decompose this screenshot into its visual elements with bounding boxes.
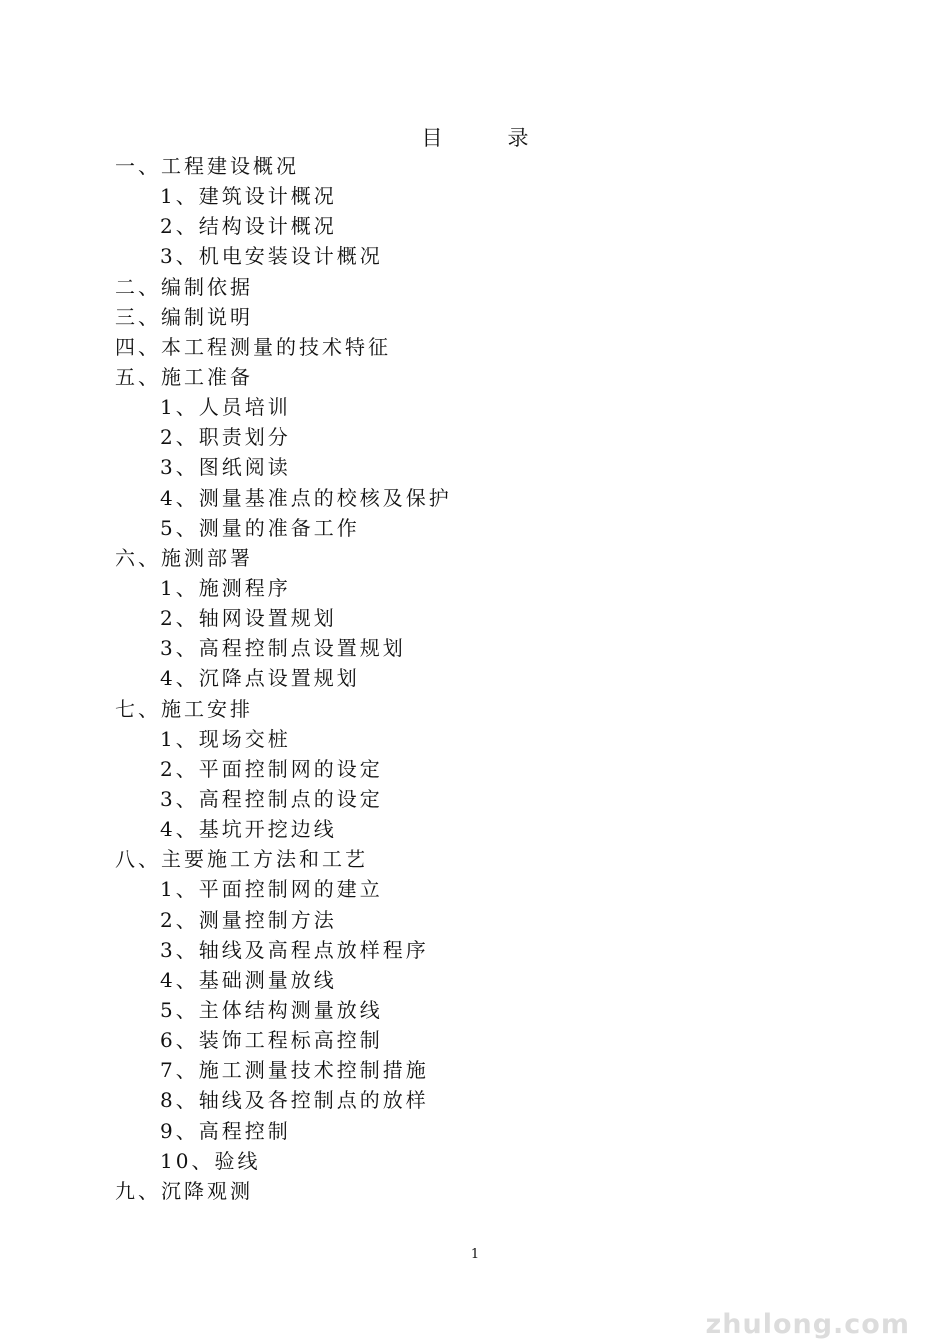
toc-subsection-entry: 3、机电安装设计概况 [160,244,383,269]
watermark-logo: zhulong.com [705,1309,910,1340]
toc-subsection-entry: 4、沉降点设置规划 [160,666,360,691]
toc-subsection-entry: 6、装饰工程标高控制 [160,1028,383,1053]
toc-subsection-entry: 10、验线 [160,1148,261,1173]
toc-subsection-entry: 9、高程控制 [160,1118,291,1143]
toc-subsection-entry: 2、平面控制网的设定 [160,756,383,781]
table-of-contents [0,151,950,1206]
toc-subsection-entry: 4、基坑开挖边线 [160,817,337,842]
toc-subsection-entry: 2、轴网设置规划 [160,606,337,631]
toc-subsection-entry: 5、主体结构测量放线 [160,997,383,1022]
page-number: 1 [470,1247,480,1262]
toc-subsection-entry: 2、结构设计概况 [160,214,337,239]
toc-subsection-entry: 8、轴线及各控制点的放样 [160,1088,429,1113]
toc-subsection-entry: 1、现场交桩 [160,726,291,751]
toc-subsection-entry: 1、人员培训 [160,395,291,420]
toc-subsection-entry: 7、施工测量技术控制措施 [160,1058,429,1083]
toc-subsection-entry: 1、平面控制网的建立 [160,877,383,902]
toc-section-entry: 三、编制说明 [115,304,253,329]
toc-section-entry: 六、施测部署 [115,545,253,570]
toc-section-entry: 一、工程建设概况 [115,154,299,178]
toc-section-entry: 五、施工准备 [115,364,253,389]
page-title: 目 录 [421,126,551,150]
toc-subsection-entry: 4、基础测量放线 [160,967,337,992]
toc-section-entry: 九、沉降观测 [115,1178,253,1203]
toc-subsection-entry: 3、高程控制点的设定 [160,786,383,811]
toc-subsection-entry: 5、测量的准备工作 [160,515,360,540]
toc-section-entry: 四、本工程测量的技术特征 [115,334,391,359]
toc-section-entry: 七、施工安排 [115,696,253,721]
toc-section-entry: 二、编制依据 [115,274,253,299]
toc-subsection-entry: 4、测量基准点的校核及保护 [160,485,452,510]
toc-section-entry: 八、主要施工方法和工艺 [115,847,368,872]
toc-subsection-entry: 2、职责划分 [160,425,291,450]
toc-subsection-entry: 2、测量控制方法 [160,907,337,932]
toc-subsection-entry: 3、图纸阅读 [160,455,291,480]
toc-subsection-entry: 3、高程控制点设置规划 [160,636,406,661]
toc-subsection-entry: 1、建筑设计概况 [160,184,337,209]
toc-subsection-entry: 3、轴线及高程点放样程序 [160,937,429,962]
toc-subsection-entry: 1、施测程序 [160,575,291,600]
